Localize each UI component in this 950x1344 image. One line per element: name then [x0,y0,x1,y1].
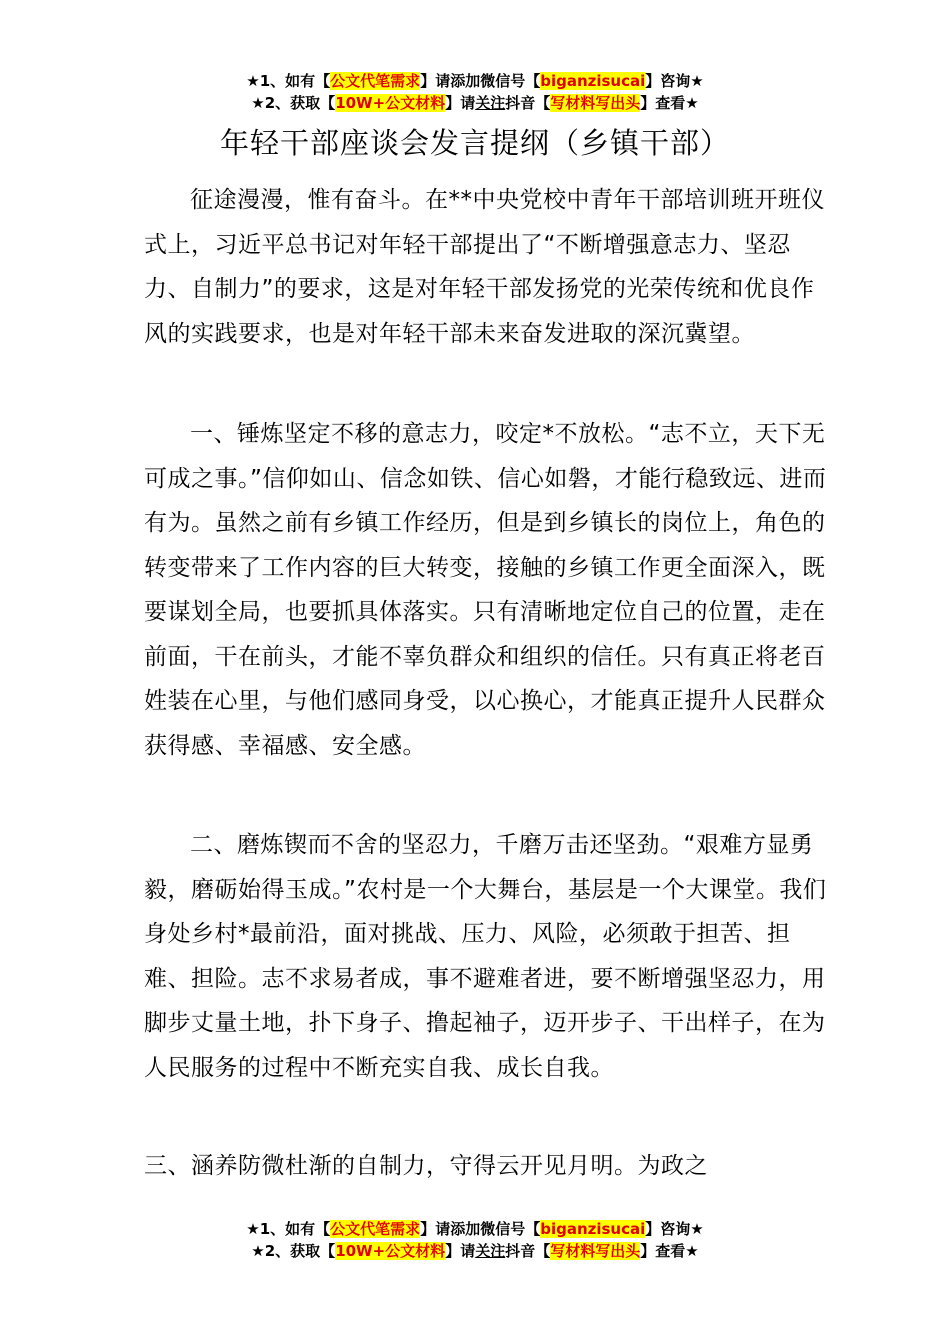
paragraph-text: 二、磨炼锲而不舍的坚忍力，千磨万击还坚劲。“艰难方显勇毅，磨砺始得玉成。”农村是一个大舞台，基层是一个大课堂。我们身处乡村*最前沿，面对挑战、压力、风险，必须敢于担苦、担难、担险。志不求易者成，事不避难者进，要不断增强坚忍力，用脚步丈量土地，扑下身子、撸起袖子，迈开步子、干出样子，在为人民服务的过程中不断充实自我、成长自我。 [144,832,827,1081]
banner-text: 】请 [445,1242,476,1260]
banner-highlight: 公文代笔需求 [330,1220,421,1238]
banner-highlight: 10W+公文材料 [335,1242,446,1260]
banner-text: 】查看★ [640,1242,699,1260]
banner-text: 】咨询★ [645,1220,704,1238]
paragraph-section-3 [144,1144,834,1189]
paragraph-text: 征途漫漫，惟有奋斗。在**中央党校中青年干部培训班开班仪式上，习近平总书记对年轻干部提出了“不断增强意志力、坚忍力、自制力”的要求，这是对年轻干部发扬党的光荣传统和优良作风的实践要求，也是对年轻干部未来奋发进取的深沉冀望。 [144,187,825,347]
douyin-name-highlight: 写材料写出头 [550,1242,641,1260]
wechat-id-highlight: biganzisucai [540,1220,646,1238]
banner-highlight: 公文代笔需求 [330,72,421,90]
paragraph-text: 一、锤炼坚定不移的意志力，咬定*不放松。“志不立，天下无可成之事。”信仰如山、信念如铁、信心如磐，才能行稳致远、进而有为。虽然之前有乡镇工作经历，但是到乡镇长的岗位上，角色的转变带来了工作内容的巨大转变，接触的乡镇工作更全面深入，既要谋划全局，也要抓具体落实。只有清晰地定位自己的位置，走在前面，干在前头，才能不辜负群众和组织的信任。只有真正将老百姓装在心里，与他们感同身受，以心换心，才能真正提升人民群众获得感、幸福感、安全感。 [144,421,827,759]
banner-underlined-text: 关注 [475,1242,506,1260]
banner-text: 】请添加微信号【 [420,72,541,90]
banner-line-1 [0,70,950,92]
paragraph-section-1 [144,412,834,768]
paragraph-text: 三、涵养防微杜渐的自制力，守得云开见月明。为政之 [144,1153,708,1179]
header-banner [0,70,950,114]
banner-line-1 [0,1218,950,1240]
banner-text: ★1、如有【 [246,1220,331,1238]
banner-text: 】查看★ [640,94,699,112]
banner-text: 抖音【 [505,94,551,112]
banner-text: 】请 [445,94,476,112]
paragraph-intro [144,178,834,356]
banner-text: ★1、如有【 [246,72,331,90]
banner-line-2 [0,92,950,114]
banner-text: 】请添加微信号【 [420,1220,541,1238]
banner-line-2 [0,1240,950,1262]
banner-underlined-text: 关注 [475,94,506,112]
banner-text: ★2、获取【 [251,1242,336,1260]
wechat-id-highlight: biganzisucai [540,72,646,90]
douyin-name-highlight: 写材料写出头 [550,94,641,112]
banner-text: 】咨询★ [645,72,704,90]
banner-text: 抖音【 [505,1242,551,1260]
document-title: 年轻干部座谈会发言提纲（乡镇干部） [219,126,730,160]
banner-text: ★2、获取【 [251,94,336,112]
paragraph-section-2 [144,823,834,1090]
footer-banner [0,1218,950,1262]
banner-highlight: 10W+公文材料 [335,94,446,112]
